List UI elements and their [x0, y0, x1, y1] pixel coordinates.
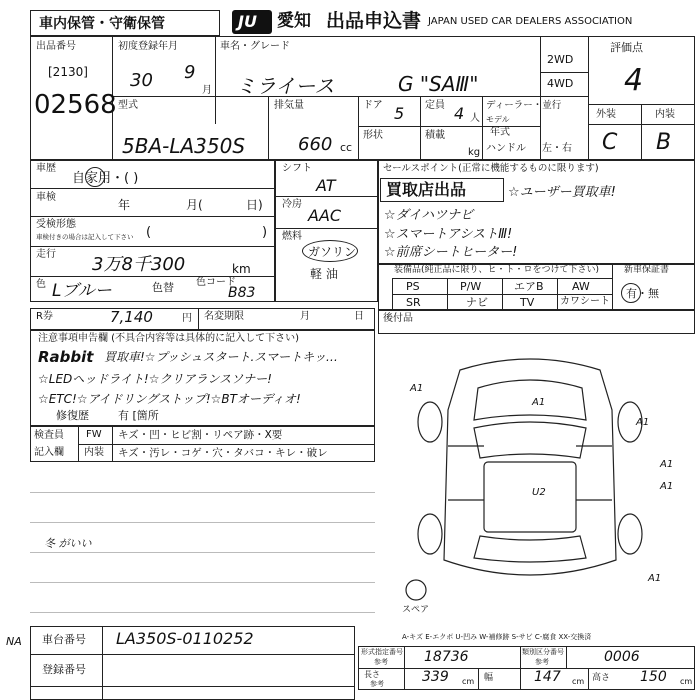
chassis-value: LA350S-0110252 — [116, 629, 254, 648]
aircon-label: 冷房 — [282, 199, 302, 210]
acceptance-paren-open: ( — [146, 225, 152, 240]
sales-item-2: ☆ダイハツナビ — [384, 208, 474, 223]
score-value: 4 — [624, 63, 644, 98]
inspection-year-unit: 年 — [118, 198, 131, 212]
ju-logo — [232, 10, 272, 34]
equip-airbag: エアB — [514, 280, 544, 293]
fuel-label: 燃料 — [282, 231, 302, 242]
class-value: 0006 — [604, 649, 640, 665]
car-grade: G "SAⅢ" — [398, 72, 479, 96]
side-note: 冬 がいい — [44, 537, 92, 550]
length-unit: cm — [462, 677, 475, 686]
chassis-label: 車台番号 — [42, 633, 86, 646]
name-change-label: 名変期限 — [204, 311, 244, 322]
recycle-label: R券 — [36, 311, 53, 322]
acceptance-note: 車検付きの場合は記入して下さい — [36, 233, 134, 241]
checker-in-label: 内装 — [84, 447, 104, 458]
mileage-label: 走行 — [36, 249, 56, 260]
history-circle — [85, 167, 105, 187]
sales-item-1: ☆ユーザー買取車! — [508, 185, 616, 200]
history-value: 自家用・( ) — [72, 171, 139, 186]
registration-year: 30 — [130, 70, 153, 91]
repair-value: 有 [箇所 — [118, 409, 159, 422]
seats-unit: 人 — [470, 113, 480, 124]
car-name-label: 車名・グレード — [220, 41, 290, 52]
doors-value: 5 — [394, 104, 405, 123]
ju-logo-text: JU — [238, 12, 257, 31]
name-change-month: 月 — [300, 311, 310, 322]
damage-mark-6: A1 — [660, 481, 674, 492]
inspection-month-unit: 月( — [186, 198, 203, 212]
recycle-value: 7,140 — [110, 308, 153, 326]
displacement-unit: cc — [340, 141, 353, 154]
notes-line-3: ☆ETC!☆アイドリングストップ!☆BTオーディオ! — [38, 392, 301, 406]
color-code-value: B83 — [228, 285, 256, 301]
model-year-label-1: モデル — [486, 115, 510, 124]
car-name: ミライース — [236, 74, 335, 98]
acceptance-label: 受検形態 — [36, 219, 76, 230]
damage-mark-7: A1 — [648, 573, 662, 584]
notes-label: 注意事項申告欄 (不具合内容等は具体的に記入して下さい) — [38, 333, 299, 344]
post-fit-box — [378, 310, 695, 334]
equip-sr: SR — [406, 296, 421, 309]
fuel-gasoline: ガソリン — [308, 245, 357, 259]
color-label: 色 — [36, 279, 46, 290]
height-label: 高さ — [592, 673, 611, 683]
model-year-label-2: 年式 — [490, 127, 510, 138]
model-label: 型式 — [118, 100, 138, 111]
class-ref-label: 参考 — [535, 658, 549, 666]
repair-label: 修復歴 — [56, 409, 89, 422]
margin-left-note: NA — [6, 635, 22, 648]
checker-label-1: 検査員 — [34, 430, 64, 441]
mileage-unit: km — [232, 262, 251, 276]
name-change-day: 日 — [354, 311, 364, 322]
model-value: 5BA-LA350S — [122, 134, 246, 158]
equip-ps: PS — [406, 280, 420, 293]
lot-sub-number: [2130] — [48, 65, 88, 79]
spare-label: スペア — [402, 605, 430, 615]
brand-name: 愛知 — [277, 11, 311, 31]
damage-mark-4: U2 — [532, 487, 546, 498]
shape-label: 形状 — [363, 130, 383, 141]
sales-points-label: セールスポイント(正常に機能するものに限ります) — [383, 163, 599, 174]
inspection-day-unit: 日) — [246, 198, 263, 212]
warranty-value: 有・無 — [626, 287, 659, 300]
storage-badge — [30, 10, 220, 36]
registration-month: 9 — [184, 62, 196, 83]
drive-4wd: 4WD — [547, 77, 574, 90]
post-fit-label: 後付品 — [383, 313, 413, 324]
width-value: 147 — [534, 669, 561, 685]
aircon-value: AAC — [308, 206, 342, 225]
score-label: 評価点 — [610, 41, 643, 54]
shift-label: シフト — [282, 163, 312, 174]
load-label: 積載 — [425, 130, 445, 141]
interior-label: 内装 — [655, 109, 675, 120]
checker-in-items: キズ・汚レ・コゲ・穴・タバコ・キレ・破レ — [118, 447, 328, 459]
interior-score: B — [656, 130, 672, 155]
damage-legend: A-キズ E-エクボ U-凹み W-補修跡 S-サビ C-腐食 XX-交換済 — [402, 633, 592, 641]
registration-label: 初度登録年月 — [118, 41, 178, 52]
damage-mark-3: A1 — [636, 417, 650, 428]
type-ref-label: 参考 — [374, 658, 388, 666]
equip-navi: ナビ — [466, 296, 488, 309]
reg-label: 登録番号 — [42, 663, 86, 676]
doors-label: ドア — [363, 100, 383, 111]
sales-item-4: ☆前席シートヒーター! — [384, 245, 518, 260]
lot-number-label: 出品番号 — [36, 41, 76, 52]
notes-line-2: ☆LEDヘッドライト!☆クリアランスソナー! — [38, 372, 272, 386]
length-value: 339 — [422, 669, 449, 685]
storage-badge-text: 車内保管・守衛保管 — [39, 16, 165, 32]
damage-mark-5: A1 — [660, 459, 674, 470]
new-warranty-label: 新車保証書 — [624, 265, 670, 275]
checker-fw-items: キズ・凹・ヒビ割・リペア跡・X要 — [118, 429, 283, 441]
form-title: 出品申込書 — [326, 10, 422, 32]
fuel-gasoline-circle — [302, 240, 358, 262]
association-name: JAPAN USED CAR DEALERS ASSOCIATION — [428, 16, 633, 27]
equip-pw: P/W — [460, 280, 482, 293]
recycle-row — [30, 308, 375, 330]
displacement-value: 660 — [298, 134, 333, 155]
sales-headline: 買取店出品 — [386, 180, 467, 199]
recycle-unit: 円 — [182, 313, 192, 324]
seats-label: 定員 — [425, 100, 445, 111]
handle-label: ハンドル — [486, 143, 526, 154]
registration-month-unit: 月 — [202, 85, 212, 96]
equip-aw: AW — [572, 280, 590, 293]
width-unit: cm — [572, 677, 585, 686]
acceptance-paren-close: ) — [262, 225, 268, 240]
color-change-label: 色替 — [152, 281, 174, 294]
height-unit: cm — [680, 677, 693, 686]
dealer-label: ディーラー・並行 — [486, 100, 562, 111]
sales-item-3: ☆スマートアシストⅢ! — [384, 227, 513, 242]
type-label: 形式指定番号 — [361, 648, 403, 656]
drive-2wd: 2WD — [547, 53, 574, 66]
displacement-label: 排気量 — [274, 100, 304, 111]
equip-tv: TV — [520, 296, 535, 309]
length-ref-label: 参考 — [370, 680, 384, 688]
seats-value: 4 — [454, 104, 465, 123]
checker-label-2: 記入欄 — [34, 447, 64, 458]
damage-mark-2: A1 — [410, 383, 424, 394]
exterior-score: C — [602, 130, 618, 155]
height-value: 150 — [640, 669, 667, 685]
notes-line-1: 買取車!☆プッシュスタート.スマートキッ… — [104, 350, 338, 364]
exterior-label: 外装 — [596, 109, 616, 120]
shift-value: AT — [316, 176, 336, 195]
checker-fw-label: FW — [86, 429, 102, 440]
color-value: Lブルー — [52, 281, 112, 301]
warranty-circle — [621, 283, 641, 303]
lot-number: 02568 — [34, 90, 117, 120]
class-label: 類別区分番号 — [522, 648, 564, 656]
damage-mark-1: A1 — [532, 397, 546, 408]
type-value: 18736 — [424, 649, 469, 665]
fuel-diesel: 軽 油 — [310, 267, 338, 281]
history-label: 車歴 — [36, 163, 56, 174]
rabbit-logo: Rabbit — [38, 348, 94, 366]
equip-leather: カワシート — [560, 296, 610, 307]
mileage-value: 3万8千300 — [92, 254, 186, 275]
car-damage-diagram — [400, 350, 660, 610]
equipment-label: 装備品(純正品に限り、ヒ・ト・ロをつけて下さい) — [394, 265, 600, 275]
inspection-label: 車検 — [36, 192, 56, 203]
handle-options: 左・右 — [542, 143, 572, 154]
width-label: 幅 — [484, 673, 494, 683]
length-label: 長さ — [364, 670, 380, 679]
color-code-label: 色コード — [196, 277, 236, 288]
load-unit: kg — [468, 147, 481, 158]
